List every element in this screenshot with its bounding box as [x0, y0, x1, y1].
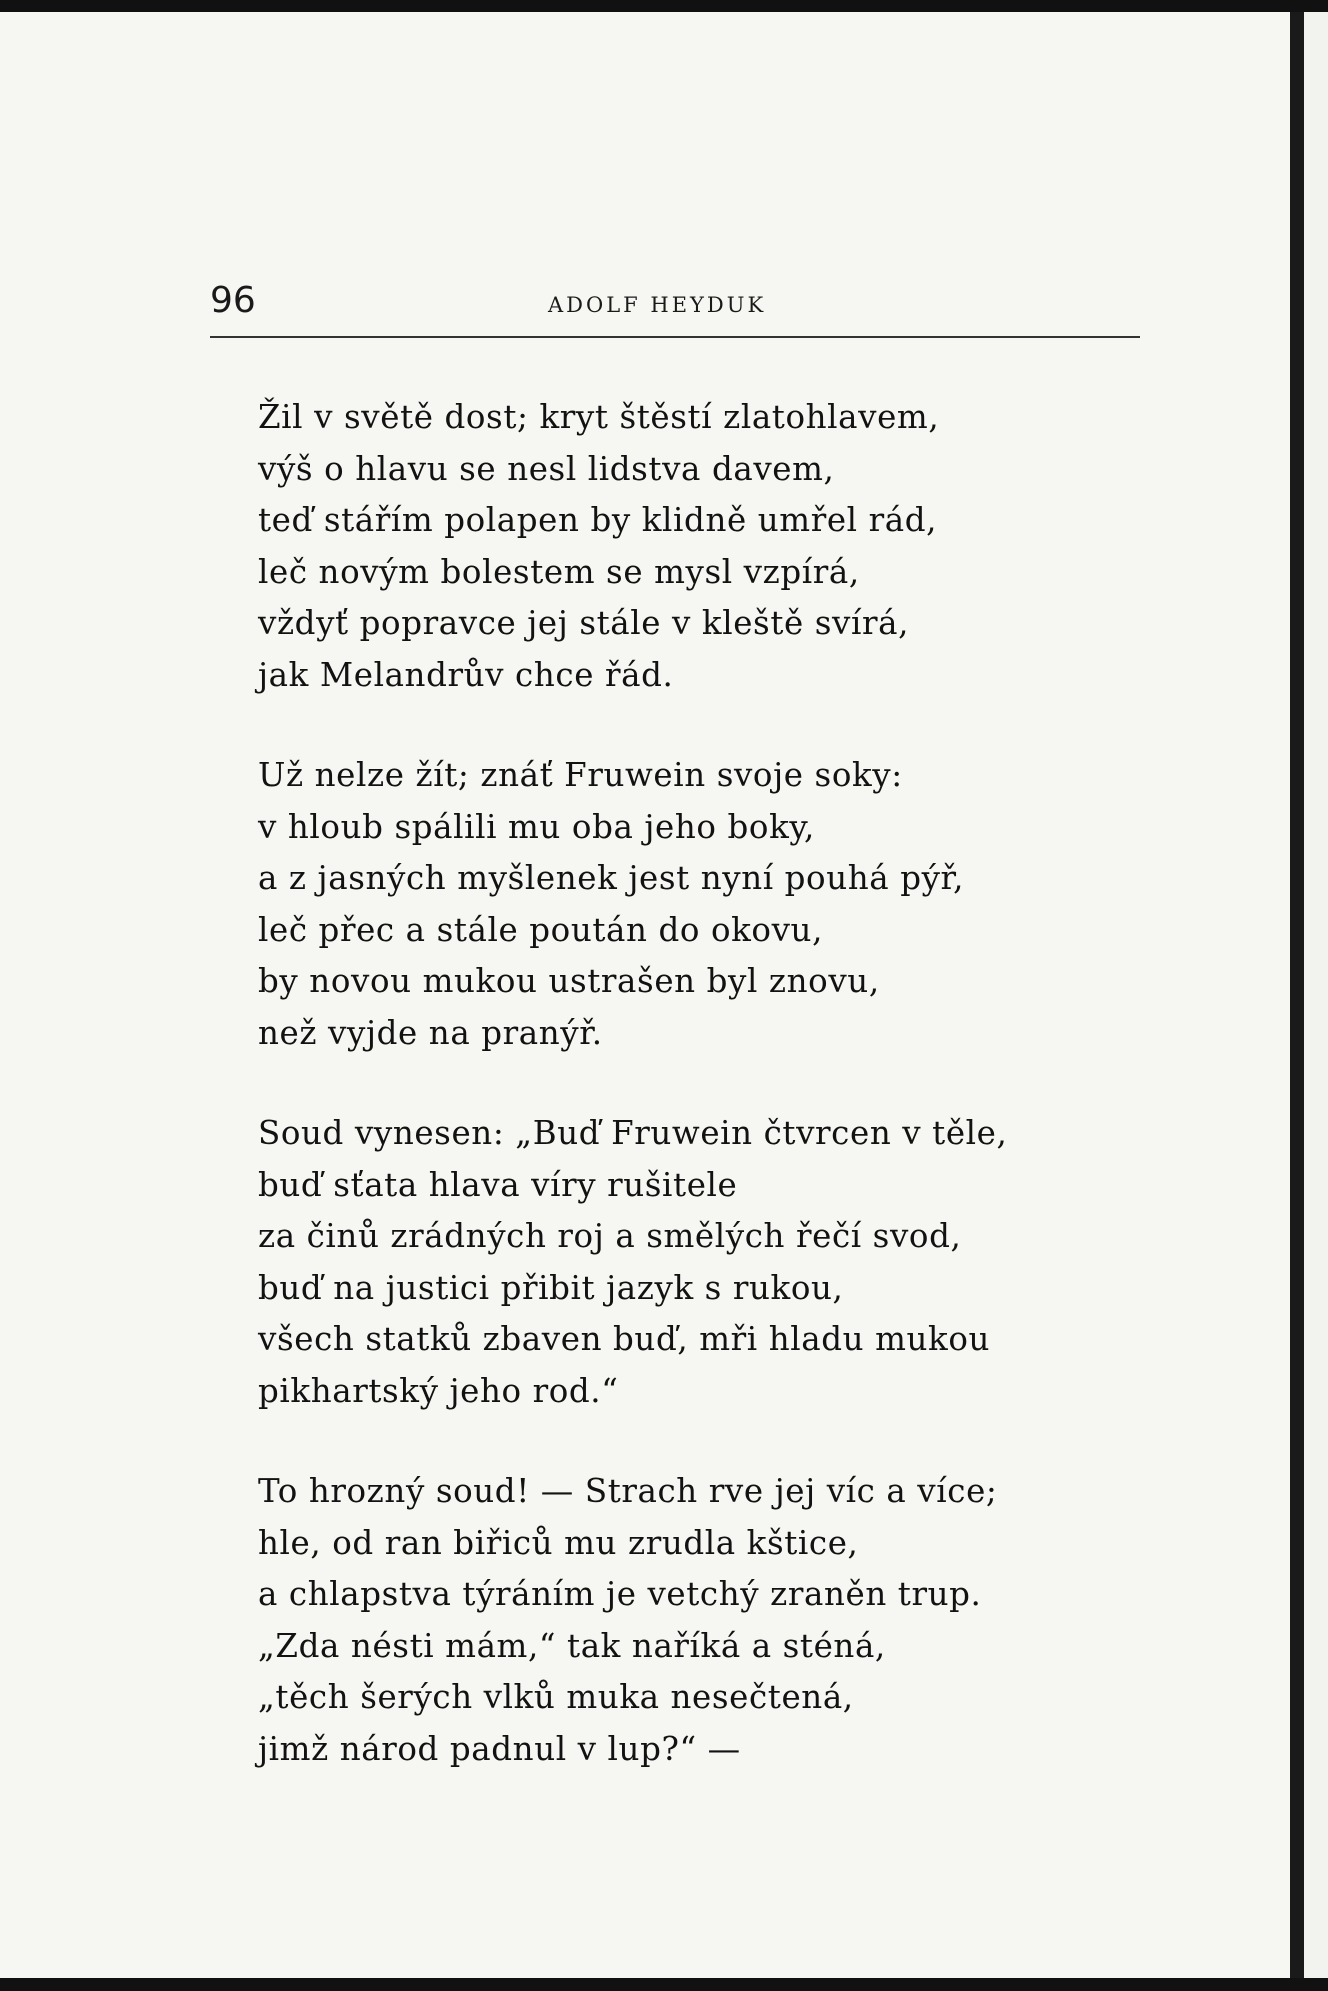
running-head-author: ADOLF HEYDUK: [548, 293, 767, 317]
verse-line: leč přec a stále poután do okovu,: [258, 910, 823, 949]
verse-line: buď na justici přibit jazyk s rukou,: [258, 1268, 844, 1307]
verse-line: výš o hlavu se nesl lidstva davem,: [258, 449, 835, 488]
stanza: [258, 750, 1208, 1059]
verse-line: pikhartský jeho rod.“: [258, 1371, 619, 1410]
stanza: [258, 1108, 1208, 1417]
verse-line: „Zda nésti mám,“ tak naříká a sténá,: [258, 1626, 886, 1665]
stanza: [258, 392, 1208, 701]
verse-line: To hrozný soud! — Strach rve jej víc a více;: [258, 1472, 998, 1510]
verse-line: jak Melandrův chce řád.: [258, 655, 674, 694]
verse-line: by novou mukou ustrašen byl znovu,: [258, 962, 880, 1000]
verse-line: hle, od ran biřiců mu zrudla kštice,: [258, 1523, 859, 1562]
next-page-edge: [1304, 12, 1328, 1978]
verse-line: Žil v světě dost; kryt štěstí zlatohlavem,: [258, 398, 940, 436]
verse-line: všech statků zbaven buď, mři hladu mukou: [258, 1320, 991, 1358]
verse-line: teď stářím polapen by klidně umřel rád,: [258, 501, 938, 539]
verse-line: „těch šerých vlků muka nesečtená,: [258, 1678, 854, 1716]
poem-body: [258, 392, 1208, 1824]
page-edge-shadow: [1290, 12, 1304, 1978]
stanza: [258, 1466, 1208, 1775]
header-rule: [210, 336, 1140, 338]
verse-line: v hloub spálili mu oba jeho boky,: [258, 807, 815, 846]
verse-line: jimž národ padnul v lup?“ —: [258, 1729, 741, 1768]
verse-line: a chlapstva týráním je vetchý zraněn trup.: [258, 1575, 982, 1613]
verse-line: leč novým bolestem se mysl vzpírá,: [258, 552, 860, 591]
verse-line: za činů zrádných roj a smělých řečí svod,: [258, 1217, 962, 1255]
verse-line: a z jasných myšlenek jest nyní pouhá pýř,: [258, 859, 965, 897]
verse-line: Už nelze žít; znáť Fruwein svoje soky:: [258, 756, 903, 794]
verse-line: než vyjde na pranýř.: [258, 1013, 603, 1052]
page-number: 96: [210, 280, 256, 321]
verse-line: buď sťata hlava víry rušitele: [258, 1165, 738, 1204]
verse-line: vždyť popravce jej stále v kleště svírá,: [258, 604, 910, 642]
verse-line: Soud vynesen: „Buď Fruwein čtvrcen v těle,: [258, 1114, 1008, 1152]
